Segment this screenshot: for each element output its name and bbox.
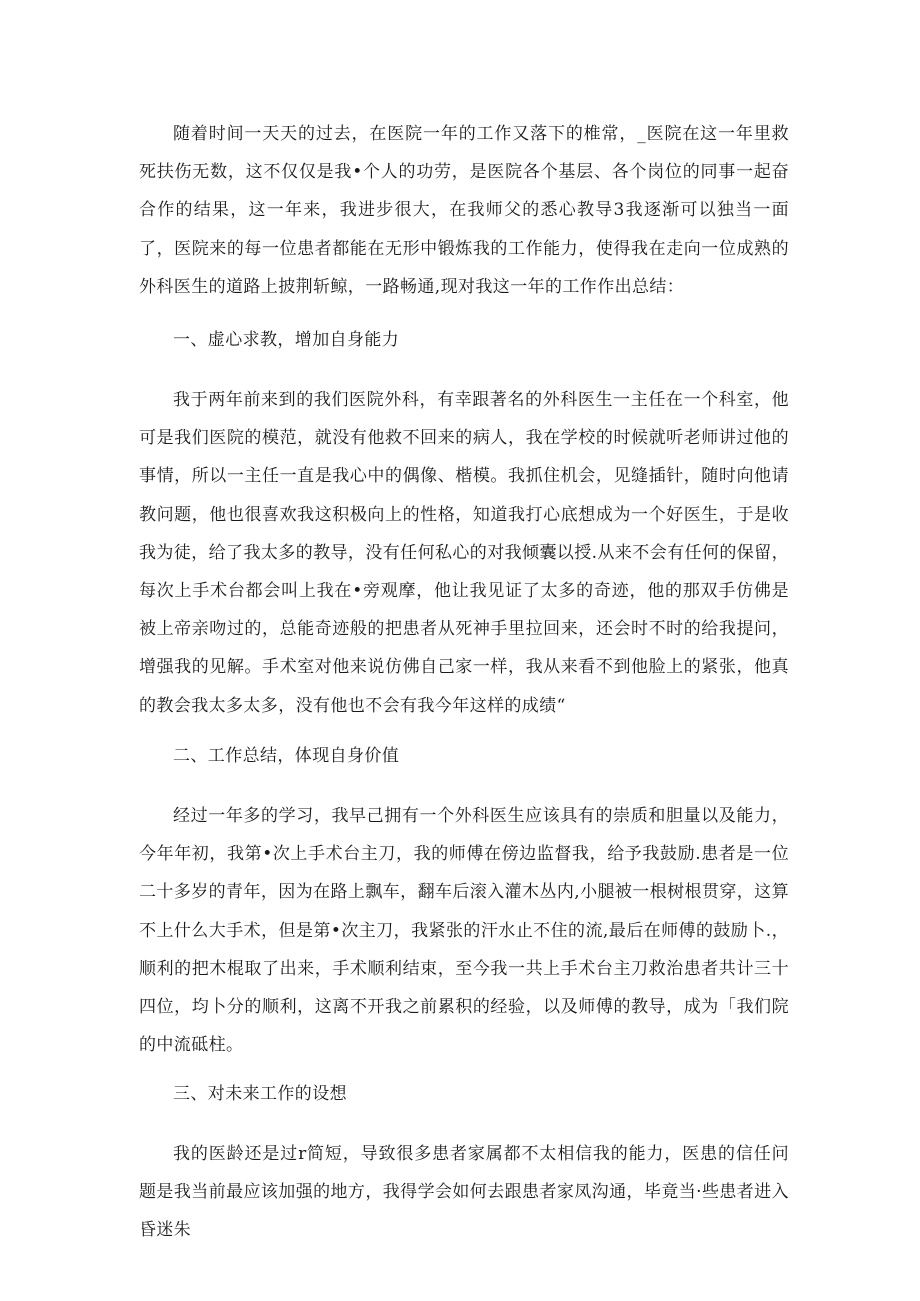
section-1-paragraph: 我于两年前来到的我们医院外科，有幸跟著名的外科医生一主任在一个科室，他可是我们医院的模范，就没有他救不回来的病人，我在学校的时候就听老师讲过他的事情，所以一主任一直是我心中的偶像、楷模。我抓住机会，见缝插针，随时向他请教问题，他也很喜欢我这积极向上的性格，知道我打心底想成为一个好医生，于是收我为徒，给了我太多的教导，没有任何私心的对我倾囊以授.从来不会有任何的保留，每次上手术台都会叫上我在•旁观摩，他让我见证了太多的奇迹，他的那双手仿佛是被上帝亲吻过的，总能奇迹般的把患者从死神手里拉回来，还会时不时的给我提问，增强我的见解。手术室对他来说仿佛自己家一样，我从来看不到他脸上的紧张，他真的教会我太多太多，没有他也不会有我今年这样的成绩“: [139, 390, 789, 716]
section-2-paragraph: 经过一年多的学习，我早己拥有一个外科医生应该具有的崇质和胆量以及能力，今年年初，我第•次上手术台主刀，我的师傅在傍边监督我，给予我鼓励.患者是一位二十多岁的青年，因为在路上飘车，翻车后滚入灌木丛内,小腿被一根树根贯穿，这算不上什么大手术，但是第•次主刀，我紧张的汗水止不住的流,最后在师傅的鼓励卜.，顺利的把木棍取了出来，手术顺利结束，至今我一共上手术台主刀救治患者共计三十四位，均卜分的顺利，这离不开我之前累积的经验，以及师傅的教导，成为「我们院的中流砥柱。: [139, 806, 789, 1056]
section-heading-1: 一、虚心求教，增加自身能力: [173, 330, 400, 350]
section-heading-3: 三、对未来工作的设想: [173, 1084, 347, 1104]
section-heading-2: 二、工作总结，体现自身价值: [173, 746, 400, 766]
section-3-paragraph: 我的医龄还是过r简短，导致很多患者家属都不太相信我的能力，医患的信任问题是我当前最应该加强的地方，我得学会如何去跟患者家凤沟通，毕竟当·些患者进入昏迷朱: [139, 1144, 789, 1241]
intro-paragraph: 随着时间一天天的过去，在医院一年的工作又落下的椎常，_医院在这一年里救死扶伤无数，这不仅仅是我•个人的功劳，是医院各个基层、各个岗位的同事一起奋合作的结果，这一年来，我进步很大，在我师父的悉心教导3我逐渐可以独当一面了，医院来的每一位患者都能在无形中锻炼我的工作能力，使得我在走向一位成熟的外科医生的道路上披荆斩鲸，一路畅通,现对我这一年的工作作出总结：: [139, 124, 789, 297]
